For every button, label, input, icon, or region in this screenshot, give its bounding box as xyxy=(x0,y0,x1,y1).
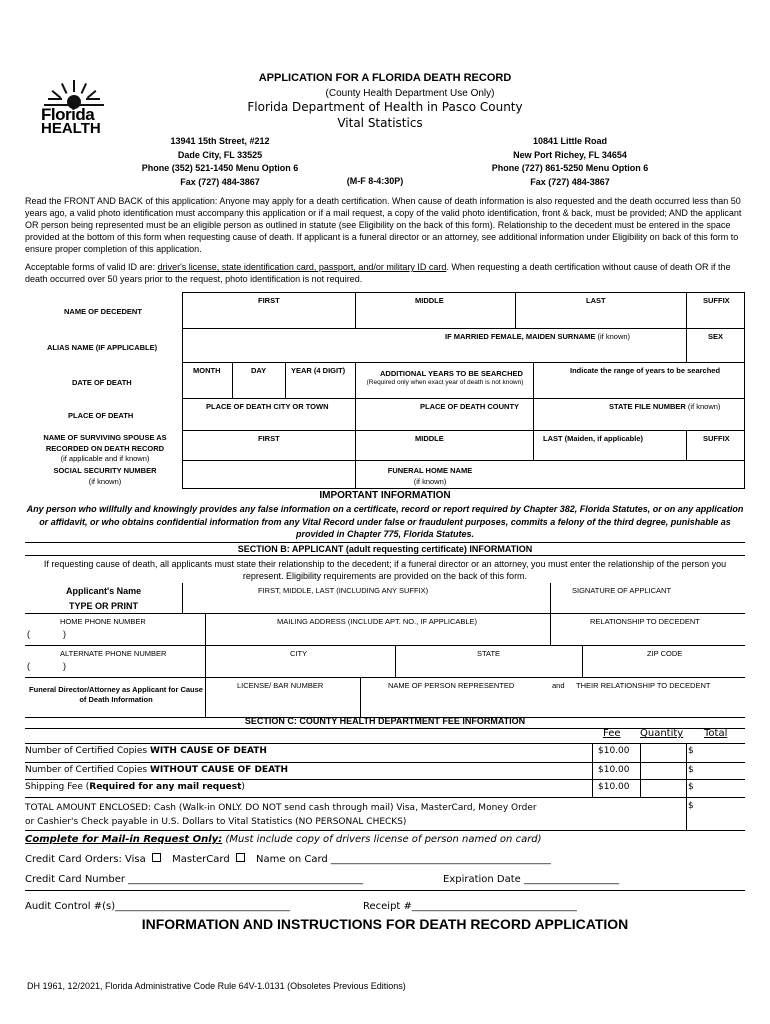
label-place-county: PLACE OF DEATH COUNTY xyxy=(420,402,520,411)
label-day: DAY xyxy=(251,366,267,375)
fee-value: $10.00 xyxy=(598,746,630,756)
fee-row-pre: Shipping Fee ( xyxy=(25,782,90,792)
right-office-address xyxy=(440,135,700,189)
spouse-line: NAME OF SURVIVING SPOUSE AS xyxy=(43,433,167,442)
valid-id-paragraph xyxy=(25,261,747,285)
quantity-header: Quantity xyxy=(640,728,684,739)
name-on-card-field[interactable]: Name on Card ____________________________________________ xyxy=(256,854,551,865)
mastercard-checkbox[interactable] xyxy=(236,853,245,862)
label-relationship: RELATIONSHIP TO DECEDENT xyxy=(590,617,700,626)
mastercard-label: MasterCard xyxy=(172,854,230,865)
page-subtitle: (County Health Department Use Only) xyxy=(325,88,495,99)
total-value: $ xyxy=(688,782,694,792)
label-type-or-print: TYPE OR PRINT xyxy=(69,601,139,611)
label-license: LICENSE/ BAR NUMBER xyxy=(237,681,324,690)
address-line: 10841 Little Road xyxy=(532,136,608,146)
label-maiden-surname xyxy=(445,332,630,341)
fee-row-post: ) xyxy=(241,782,245,792)
florida-health-logo xyxy=(40,78,108,136)
total-line: TOTAL AMOUNT ENCLOSED: Cash (Walk-in ONLY. DO NOT send cash through mail) Visa, MasterCard, Money Order xyxy=(25,803,537,813)
important-title: IMPORTANT INFORMATION xyxy=(319,490,451,501)
label-funeral-home xyxy=(355,465,505,487)
page-title: APPLICATION FOR A FLORIDA DEATH RECORD xyxy=(258,72,512,84)
label-their-relationship: THEIR RELATIONSHIP TO DECEDENT xyxy=(576,681,711,690)
label-spouse-first: FIRST xyxy=(258,434,280,443)
total-header: Total xyxy=(704,728,728,739)
valid-id-intro: Acceptable forms of valid ID are: xyxy=(25,262,158,272)
intro-paragraph: Read the FRONT AND BACK of this application: Anyone may apply for a death certification. When cause of death information is also requested and the death occurred less than 50 years ago, a valid photo identification must accompany this application or if a mail request, a copy of the valid photo identification, front & back, must be provided; AND the applicant OR person being represented must be an eligible person as outlined in statute (see Eligibility on the back of this form). Relationship to the decedent must be entered in the space provided at the bottom of this form when requesting cause of death. If applicant is a funeral director or an attorney, see additional information under Eligibility on back of this form to ensure proper completion of this application. xyxy=(25,196,742,254)
important-text: Any person who willfully and knowingly provides any false information on a certificate, record or report required by Chapter 382, Florida Statutes, or on any application or affidavit, or who obtains confidential information from any Vital Record under false or fraudulent purposes, commits a felony of the third degree, punishable as provided in Chapter 775, Florida Statutes. xyxy=(26,504,744,539)
total-value: $ xyxy=(688,746,694,756)
state-file-label: STATE FILE NUMBER xyxy=(609,402,686,411)
address-line: Phone (727) 861-5250 Menu Option 6 xyxy=(491,163,649,173)
home-phone-area-open: ( xyxy=(27,629,30,639)
label-sex: SEX xyxy=(708,332,724,341)
label-month: MONTH xyxy=(193,366,221,375)
address-line: Fax (727) 484-3867 xyxy=(530,176,610,187)
fee-row-shipping xyxy=(25,782,245,792)
fee-row-bold: WITH CAUSE OF DEATH xyxy=(149,746,267,756)
alt-phone-area-open: ( xyxy=(27,661,30,671)
logo-text-florida: Florida xyxy=(41,105,95,124)
address-line: New Port Richey, FL 34654 xyxy=(513,149,627,160)
mail-in-heading xyxy=(25,834,542,845)
fee-row-pre: Number of Certified Copies xyxy=(25,765,150,775)
label-place-of-death: PLACE OF DEATH xyxy=(68,411,134,420)
home-phone-area-close: ) xyxy=(63,629,66,639)
fee-value: $10.00 xyxy=(598,782,630,792)
address-line: Dade City, FL 33525 xyxy=(177,149,263,160)
label-last: LAST xyxy=(586,296,606,305)
section-b-title: SECTION B: APPLICANT (adult requesting certificate) INFORMATION xyxy=(237,544,533,554)
spouse-line: (if applicable and if known) xyxy=(60,454,150,463)
funeral-dir-line: Funeral Director/Attorney as Applicant for Cause xyxy=(29,685,203,694)
label-signature: SIGNATURE OF APPLICANT xyxy=(572,586,672,595)
state-file-note: (if known) xyxy=(687,402,721,411)
total-enclosed-value: $ xyxy=(688,801,694,811)
label-alias: ALIAS NAME (IF APPLICABLE) xyxy=(47,343,158,352)
spouse-line: RECORDED ON DEATH RECORD xyxy=(45,443,165,453)
valid-id-rest: . When requesting a death certification without cause of death OR if the death occurred over 50 years prior to the request, photo identification is not required. xyxy=(25,262,731,284)
label-surviving-spouse xyxy=(30,433,180,465)
label-range-of-years: Indicate the range of years to be searched xyxy=(570,366,721,375)
address-line: 13941 15th Street, #212 xyxy=(170,136,270,146)
label-and: and xyxy=(552,681,565,690)
receipt-field[interactable]: Receipt #_________________________________ xyxy=(363,901,577,912)
label-funeral-director xyxy=(26,685,206,705)
audit-control-field[interactable]: Audit Control #(s)___________________________________ xyxy=(25,901,291,912)
cc-orders-label: Credit Card Orders: Visa xyxy=(25,854,146,865)
valid-id-list: driver's license, state identification card, passport, and/or military ID card xyxy=(157,262,447,272)
section-b-text: If requesting cause of death, all applicants must state their relationship to the decedent; if a funeral director or an attorney, you must enter the relationship of the person you represent. Eligibility requirements are provided on the back of this form. xyxy=(43,559,727,581)
label-home-phone: HOME PHONE NUMBER xyxy=(60,617,146,626)
mail-in-bold: Complete for Mail-in Request Only: xyxy=(25,834,223,845)
mail-in-rest: (Must include copy of drivers license of person named on card) xyxy=(222,834,542,845)
label-middle: MIDDLE xyxy=(415,296,444,305)
fee-value: $10.00 xyxy=(598,765,630,775)
label-spouse-suffix: SUFFIX xyxy=(703,434,730,443)
credit-card-number-field[interactable]: Credit Card Number _______________________________________________ xyxy=(25,874,364,885)
total-line: or Cashier's Check payable in U.S. Dollars to Vital Statistics (NO PERSONAL CHECKS) xyxy=(25,817,407,827)
label-name-parts: FIRST, MIDDLE, LAST (INCLUDING ANY SUFFIX) xyxy=(258,586,429,595)
label-spouse-middle: MIDDLE xyxy=(415,434,444,443)
label-place-city: PLACE OF DEATH CITY OR TOWN xyxy=(206,402,329,411)
logo-text-health: HEALTH xyxy=(41,120,101,137)
label-person-represented: NAME OF PERSON REPRESENTED xyxy=(388,681,515,690)
ssn-line: SOCIAL SECURITY NUMBER xyxy=(53,466,157,475)
department-name: Florida Department of Health in Pasco County xyxy=(247,100,523,114)
funeral-line: FUNERAL HOME NAME xyxy=(387,466,473,475)
fee-row-without-cause xyxy=(25,765,288,775)
label-state: STATE xyxy=(477,649,501,658)
address-line: Phone (352) 521-1450 Menu Option 6 xyxy=(141,163,299,173)
funeral-dir-line: of Death Information xyxy=(79,695,153,704)
unit-name: Vital Statistics xyxy=(337,116,423,130)
office-hours: (M-F 8-4:30P) xyxy=(346,176,404,186)
label-ssn xyxy=(30,465,180,487)
label-mailing-address: MAILING ADDRESS (INCLUDE APT. NO., IF APPLICABLE) xyxy=(277,617,478,626)
total-enclosed xyxy=(25,801,537,829)
fee-header: Fee xyxy=(603,728,621,739)
ssn-line: (if known) xyxy=(88,477,122,486)
label-city: CITY xyxy=(290,649,308,658)
fee-row-bold: WITHOUT CAUSE OF DEATH xyxy=(149,765,289,775)
fee-row-bold: Required for any mail request xyxy=(89,782,242,792)
label-name-of-decedent: NAME OF DECEDENT xyxy=(64,307,142,316)
alt-phone-area-close: ) xyxy=(63,661,66,671)
left-office-address xyxy=(100,135,340,189)
instructions-heading: INFORMATION AND INSTRUCTIONS FOR DEATH RECORD APPLICATION xyxy=(141,916,629,932)
fee-row-pre: Number of Certified Copies xyxy=(25,746,150,756)
credit-card-orders xyxy=(25,853,551,865)
maiden-label: IF MARRIED FEMALE, MAIDEN SURNAME xyxy=(445,332,596,341)
visa-checkbox[interactable] xyxy=(152,853,161,862)
label-spouse-last: LAST (Maiden, if applicable) xyxy=(543,434,644,443)
label-date-of-death: DATE OF DEATH xyxy=(72,378,132,387)
label-alternate-phone: ALTERNATE PHONE NUMBER xyxy=(60,649,167,658)
total-value: $ xyxy=(688,765,694,775)
address-line: Fax (727) 484-3867 xyxy=(180,176,260,187)
section-c-title: SECTION C: COUNTY HEALTH DEPARTMENT FEE INFORMATION xyxy=(244,716,526,726)
label-suffix: SUFFIX xyxy=(703,296,730,305)
label-applicant-name: Applicant's Name xyxy=(66,586,142,596)
label-year: YEAR (4 DIGIT) xyxy=(291,366,346,375)
label-state-file-number xyxy=(609,402,720,411)
funeral-line: (if known) xyxy=(413,477,447,486)
form-identifier: DH 1961, 12/2021, Florida Administrative Code Rule 64V-1.0131 (Obsoletes Previous Editions) xyxy=(27,981,406,991)
expiration-date-field[interactable]: Expiration Date ___________________ xyxy=(443,874,620,885)
maiden-note: (if known) xyxy=(597,332,631,341)
label-first: FIRST xyxy=(258,296,280,305)
label-zip: ZIP CODE xyxy=(647,649,683,658)
fee-row-with-cause xyxy=(25,746,267,756)
label-additional-years: ADDITIONAL YEARS TO BE SEARCHED xyxy=(380,369,523,378)
additional-years-note: (Required only when exact year of death is not known) xyxy=(366,379,524,386)
